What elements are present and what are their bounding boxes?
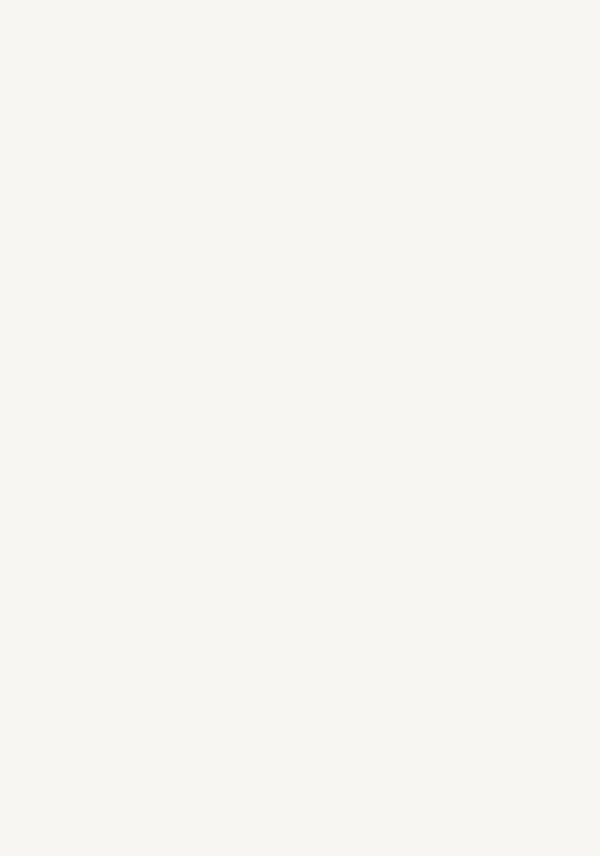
section-title xyxy=(62,126,538,166)
table-of-contents xyxy=(62,112,538,166)
